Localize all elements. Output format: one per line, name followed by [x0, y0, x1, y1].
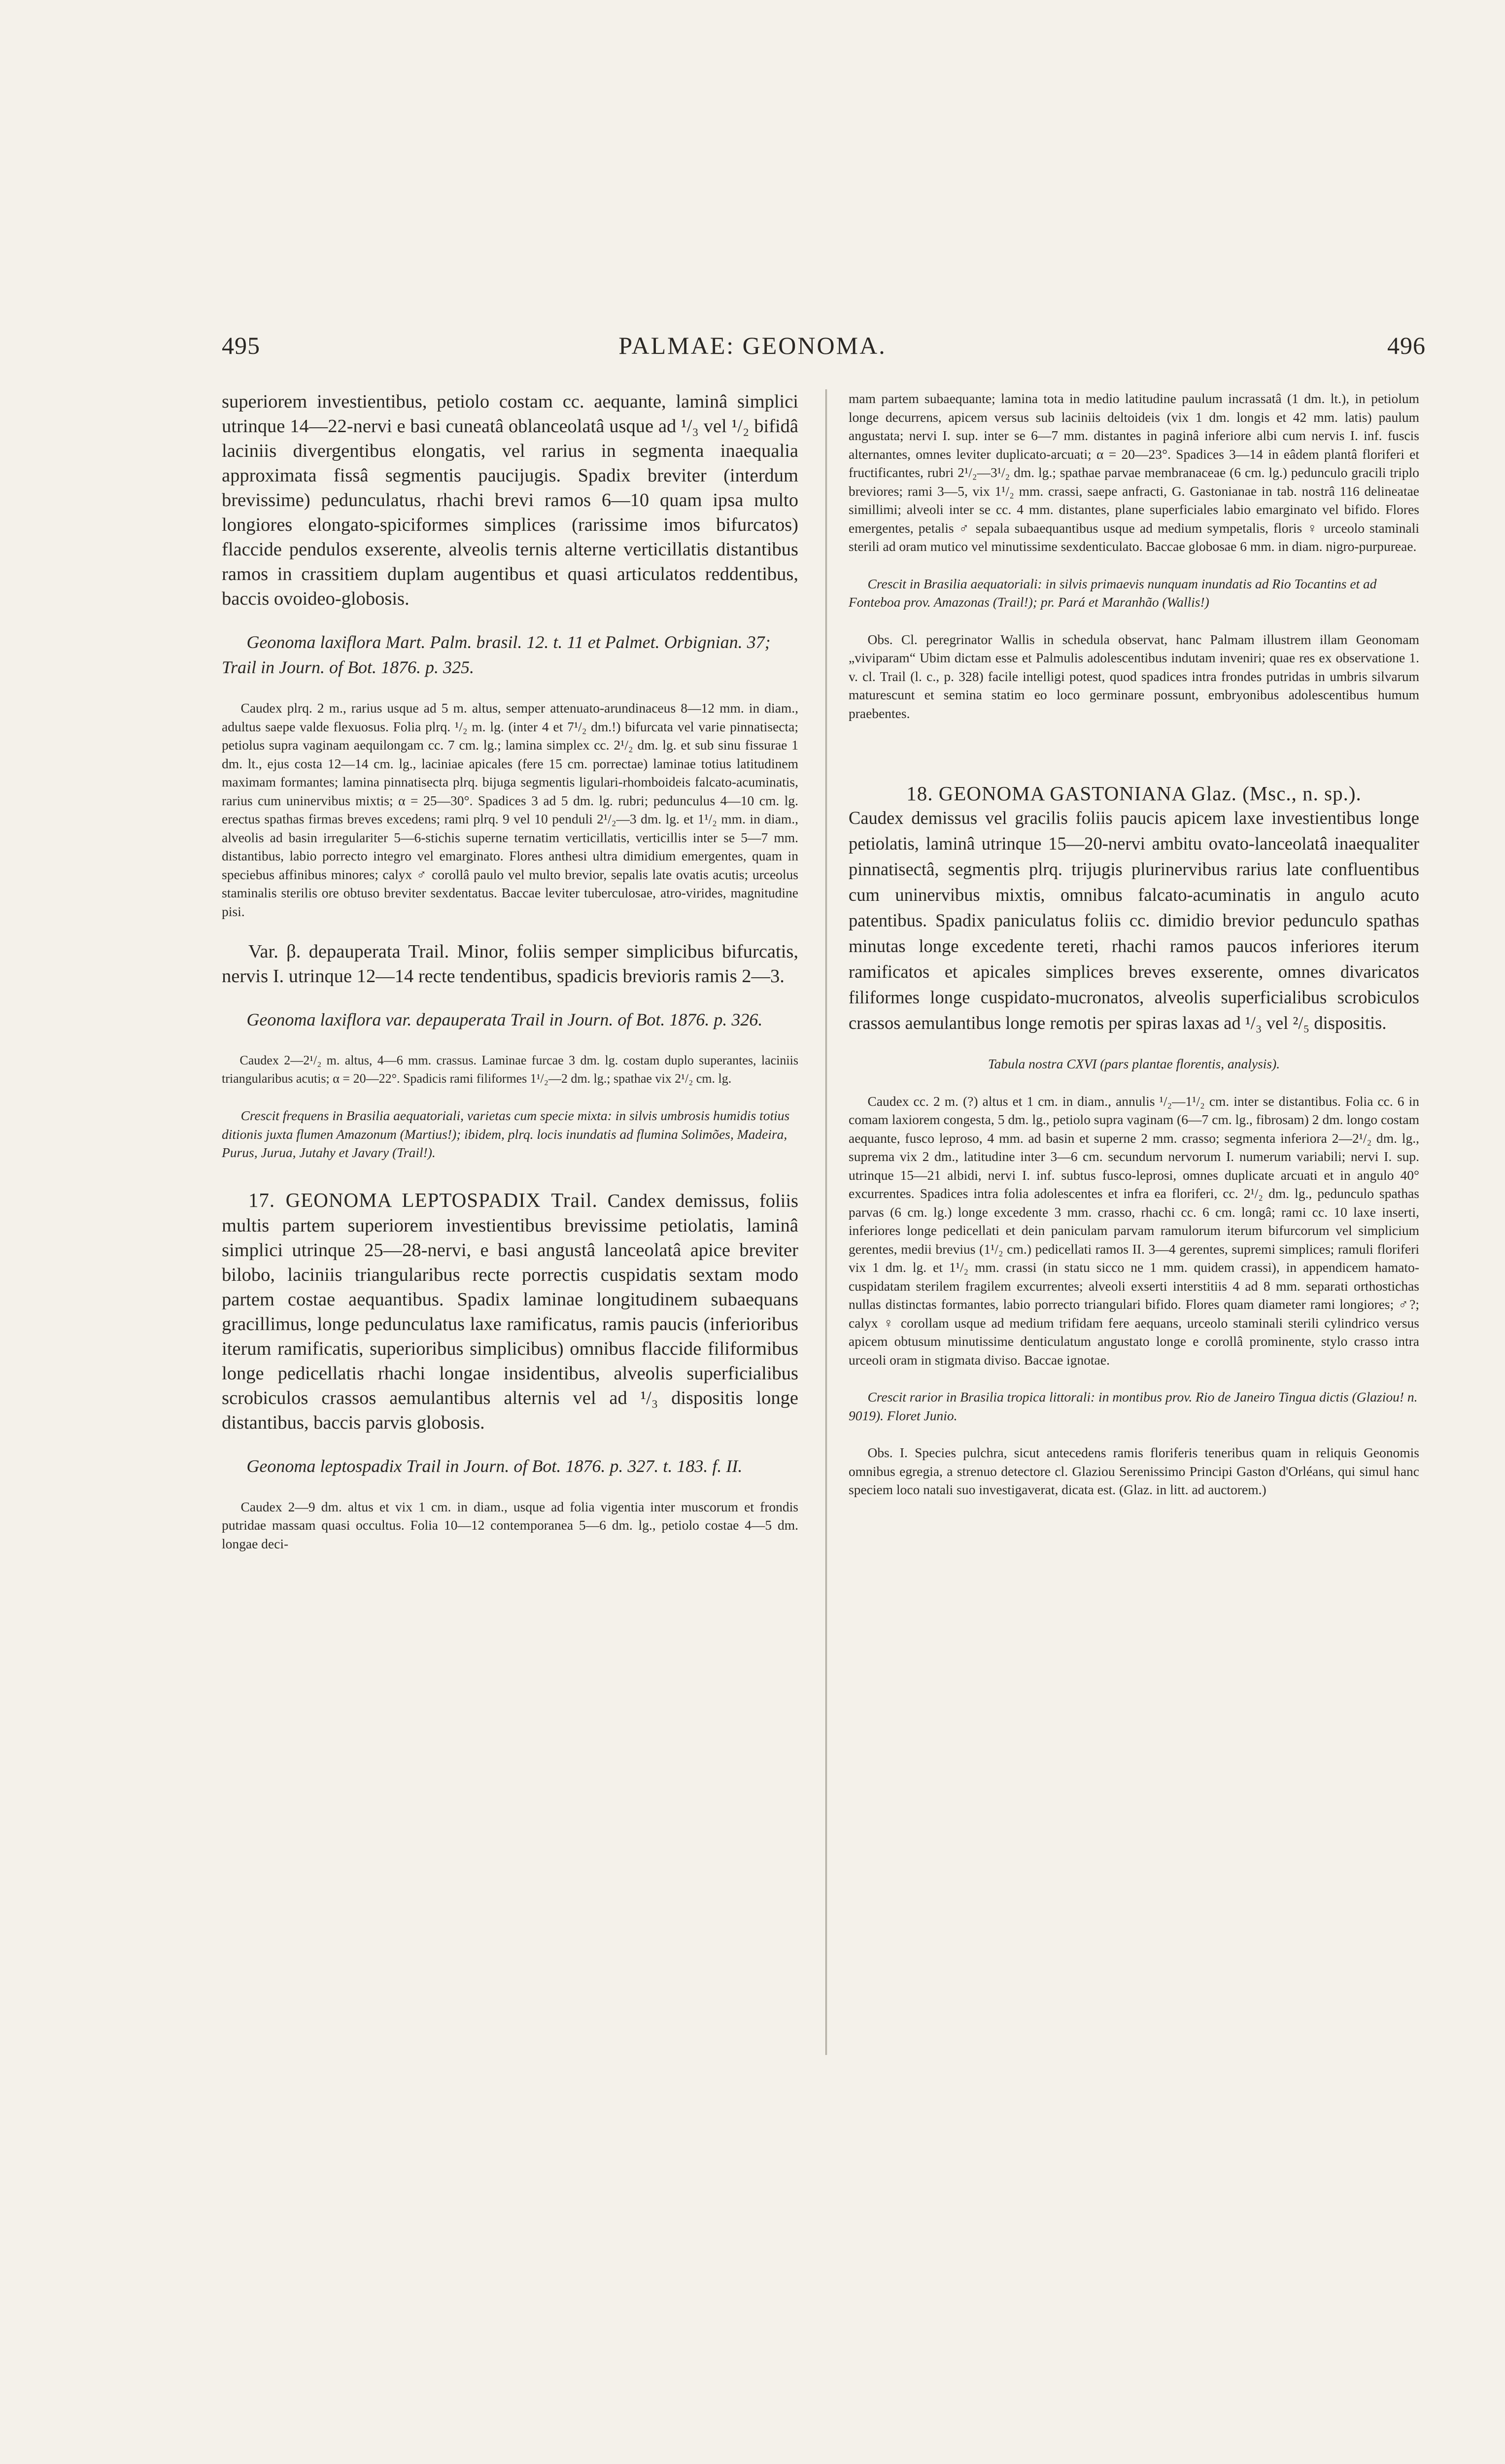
variety-beta-caudex: Caudex 2—2¹/₂ m. altus, 4—6 mm. crassus. Laminae furcae 3 dm. lg. costam duplo superantes, laciniis triangularibus acutis; α = 20—22°. Spadicis rami filiformes 1¹/₂—2 dm. lg.; spathae vix 2¹/₂ cm. lg. [222, 1053, 798, 1086]
species-18-plate: Tabula nostra CXVI (pars plantae florentis, analysis). [988, 1056, 1280, 1071]
species-18-caudex: Caudex cc. 2 m. (?) altus et 1 cm. in diam., annulis ¹/₂—1¹/₂ cm. inter se distantibus. Folia cc. 6 in comam laxiorem congesta, 5 dm. lg., petiolo supra vaginam (6—7 cm. lg., fibrosam) 2 dm. longo costam aequante, fusco leproso, 4 mm. ad basin et superne 2 mm. crasso; segmenta inferiora 2—2¹/₂ dm. lg., suprema vix 2 dm., latitudine inter 3—6 cm. secundum nervorum I. numerum variabili; nervi I. sup. utrinque 15—21 albidi, nervi I. inf. subtus fusco-leprosi, omnes duplicate arcuati et in angulo 40° excurrentes. Spadices intra folia adolescentes et infra ea floriferi, cc. 2¹/₂ dm. lg., pedunculo spathas parvas (6 cm. lg.) longe excedente 3 mm. crasso, rhachi cc. 6 cm. longâ; rami cc. 10 laxe inserti, inferiores longe pedicellati et dein paniculam parvam ramulorum iterum bifurcorum vel simplicium gerentes, medii brevius (1¹/₂ cm.) pedicellati ramos II. 3—4 gerentes, supremi simplices; ramuli floriferi vix 1 dm. lg. et 1¹/₂ mm. crassi (in statu sicco ne 1 mm. quidem crassi), in appendicem hamato-cuspidatam sterilem fragilem excurrentes; alveoli exserti interstitiis 4 ad 8 mm. separati orthostichas nullas distinctas formantes, labio porrecto triangulari bifido. Flores quam diameter rami longiores; ♂?; calyx ♀ corollam usque ad medium trifidam fere aequans, urceolo staminali sterili cylindrico versus apicem obtusum minutissime denticulatum angustato longe e corollâ prominente, stylo crasso intra urceoli oram in stigmata diviso. Baccae ignotae. [849, 1093, 1419, 1368]
species-17-synonymy: Geonoma leptospadix Trail in Journ. of Bot. 1876. p. 327. t. 183. f. II. [246, 1456, 743, 1476]
page-number-left: 495 [222, 332, 260, 359]
species-17-heading: 17. GEONOMA LEPTOSPADIX Trail. [248, 1188, 598, 1211]
species-16-description: superiorem investientibus, petiolo costam cc. aequante, laminâ simplici utrinque 14—22-nervi e basi cuneatâ oblanceolatâ usque ad ¹/₃ vel ¹/₂ bifidâ laciniis divergentibus elongatis, vel rarius in segmenta inaequalia approximata fissâ segmentis paucijugis. Spadix breviter (interdum brevissime) pedunculatus, rhachi brevi ramos 6—10 quam ipsa multo longiores elongato-spiciformes simplices (rarissime imos bifurcatos) flaccide pendulos exserente, alveolis ternis alterne verticillatis distantibus ramos in crassitiem duplam augentibus et quasi articulatos reddentibus, baccis ovoideo-globosis. [222, 391, 798, 609]
variety-beta-habitat: Crescit frequens in Brasilia aequatoriali, varietas cum specie mixta: in silvis umbrosis humidis totius ditionis juxta flumen Amazonum (Martius!); ibidem, plrq. locis inundatis ad flumina Solimões, Madeira, Purus, Jurua, Jutahy et Javary (Trail!). [222, 1108, 790, 1160]
species-17-continuation: mam partem subaequante; lamina tota in medio latitudine paulum incrassatâ (1 dm. lt.), in petiolum longe decurrens, apicem versus sub laciniis deltoideis (vix 1 dm. longis et 42 mm. latis) paulum angustata; nervi I. sup. inter se 6—7 mm. distantes in paginâ inferiore albi cum nervis I. inf. fuscis alternantes, omnes leviter duplicato-arcuati; α = 20—23°. Spadices 3—14 in eâdem plantâ floriferi et fructificantes, rubri 2¹/₂—3¹/₂ dm. lg.; spathae parvae membranaceae (6 cm. lg.) pedunculo gracili triplo breviores; rami 3—5, vix 1¹/₂ mm. crassi, saepe anfracti, G. Gastonianae in tab. nostrâ 116 delineatae simillimi; alveoli inter se cc. 4 mm. distantes, plane superficiales labio emarginato vel bifido. Flores emergentes, petalis ♂ sepala subaequantibus usque ad medium sympetalis, floris ♀ urceolo staminali sterili ad oram mutico vel minutissime sexdenticulato. Baccae globosae 6 mm. in diam. nigro-purpureae. [849, 391, 1419, 554]
species-18-observation: Obs. I. Species pulchra, sicut antecedens ramis floriferis teneribus quam in reliquis Geonomis omnibus egregia, a strenuo detectore cl. Glaziou Serenissimo Principi Gaston d'Orléans, qui simul hanc speciem loco natali suo investigaverat, dicata est. (Glaz. in litt. ad auctorem.) [849, 1445, 1419, 1497]
variety-beta-description: Var. β. depauperata Trail. Minor, foliis semper simplicibus bifurcatis, nervis I. utrinque 12—14 recte tendentibus, spadicis brevioris ramis 2—3. [222, 941, 798, 987]
species-16-synonymy: Geonoma laxiflora Mart. Palm. brasil. 12. t. 11 et Palmet. Orbignian. 37; Trail in Journ. of Bot. 1876. p. 325. [222, 632, 771, 677]
species-17-habitat: Crescit in Brasilia aequatoriali: in silvis primaevis nunquam inundatis ad Rio Tocantins et ad Fonteboa prov. Amazonas (Trail!); pr. Pará et Maranhão (Wallis!) [849, 576, 1377, 610]
species-17-observation: Obs. Cl. peregrinator Wallis in schedula observat, hanc Palmam illustrem illam Geonomam „viviparam“ Ubim dictam esse et Palmulis adolescentibus indutam inveniri; quae res ex observatione 1. v. cl. Trail (l. c., p. 328) facile intelligi potest, quod spadices intra frondes putridas in umbris silvarum maturescunt et semina statim eo loco germinare possunt, embryonibus adolescentibus humum praebentes. [849, 631, 1419, 721]
species-18-habitat: Crescit rarior in Brasilia tropica littorali: in montibus prov. Rio de Janeiro Tingua dictis (Glaziou! n. 9019). Floret Junio. [849, 1389, 1418, 1423]
species-18-description: Caudex demissus vel gracilis foliis paucis apicem laxe investientibus longe petiolatis, laminâ utrinque 15—20-nervi ambitu ovato-lanceolatâ inaequaliter pinnatisectâ, segmentis plrq. trijugis plurinervibus rarius late confluentibus cum uninervibus mixtis, omnibus falcato-acuminatis in angulo acuto patentibus. Spadix paniculatus foliis cc. dimidio brevior pedunculo spathas minutas longe excedente tereti, rhachi ramos paucos inferiores iterum ramificatos et apicales simplices breves exserente, omnes divaricatos filiformes longe cuspidato-mucronatos, alveolis superficialibus scrobiculos crassos aemulantibus longe remotis per spiras laxas ad ¹/₃ vel ²/₅ dispositis. [849, 808, 1419, 1033]
right-column [849, 389, 1419, 1499]
variety-beta-synonymy: Geonoma laxiflora var. depauperata Trail in Journ. of Bot. 1876. p. 326. [246, 1010, 763, 1029]
species-18-heading: 18. GEONOMA GASTONIANA Glaz. (Msc., n. sp.). [906, 782, 1362, 805]
left-column [222, 389, 798, 1553]
species-16-caudex: Caudex plrq. 2 m., rarius usque ad 5 m. altus, semper attenuato-arundinaceus 8—12 mm. in diam., adultus saepe valde flexuosus. Folia plrq. ¹/₂ m. lg. (inter 4 et 7¹/₂ dm.!) bifurcata vel varie pinnatisecta; petiolus supra vaginam aequilongam cc. 7 cm. lg.; lamina simplex cc. 2¹/₂ dm. lg. et sub sinu fissurae 1 dm. lt., ejus costa 12—14 cm. lg., laciniae apicales (fere 15 cm. porrectae) laminae totius latitudinem maximam formantes; lamina pinnatisecta plrq. bijuga segmentis ligulari-rhomboideis falcato-acuminatis, rarius cum uninervibus mixtis; α = 25—30°. Spadices 3 ad 5 dm. lg. rubri; pedunculus 4—10 cm. lg. erectus spathas firmas breves excedens; rami plrq. 9 vel 10 penduli 2¹/₂—3 dm. lg. et 1¹/₂ mm. in diam., alveolis ad basin irregulariter 5—6-stichis superne ternatim verticillatis, verticillis inter se 5—7 mm. distantibus, labio porrecto integro vel emarginato. Flores anthesi ultra dimidium emergentes, quam in speciebus affinibus minores; calyx ♂ corollâ paulo vel multo brevior, sepalis late ovatis acutis; urceolus staminalis sterilis ore obtuso breviter sexdentatus. Baccae leviter tuberculosae, atro-virides, magnitudine pisi. [222, 700, 798, 919]
page-number-right: 496 [1387, 332, 1426, 359]
column-divider [825, 389, 827, 2055]
species-17-description: Candex demissus, foliis multis partem superiorem investientibus brevissime petiolatis, laminâ simplici utrinque 25—28-nervi, e basi angustâ lanceolatâ apice breviter bilobo, laciniis triangularibus recte porrectis cuspidatis sextam modo partem costae aequantibus. Spadix laminae longitudinem subaequans gracillimus, longe pedunculatus laxe ramificatus, ramis paucis (inferioribus iterum ramificatis, superioribus simplicibus) omnibus flaccide filiformibus longe pedicellatis rhachi longae insidentibus, alveolis superficialibus scrobiculos crassos aemulantibus alternis vel ad ¹/₃ dispositis longe distantibus, baccis parvis globosis. [222, 1190, 799, 1433]
running-head: PALMAE: GEONOMA. [618, 332, 887, 359]
species-17-caudex: Caudex 2—9 dm. altus et vix 1 cm. in diam., usque ad folia vigentia inter muscorum et frondis putridae massam quasi occultus. Folia 10—12 contemporanea 5—6 dm. lg., petiolo costae 4—5 dm. longae deci- [222, 1499, 798, 1551]
